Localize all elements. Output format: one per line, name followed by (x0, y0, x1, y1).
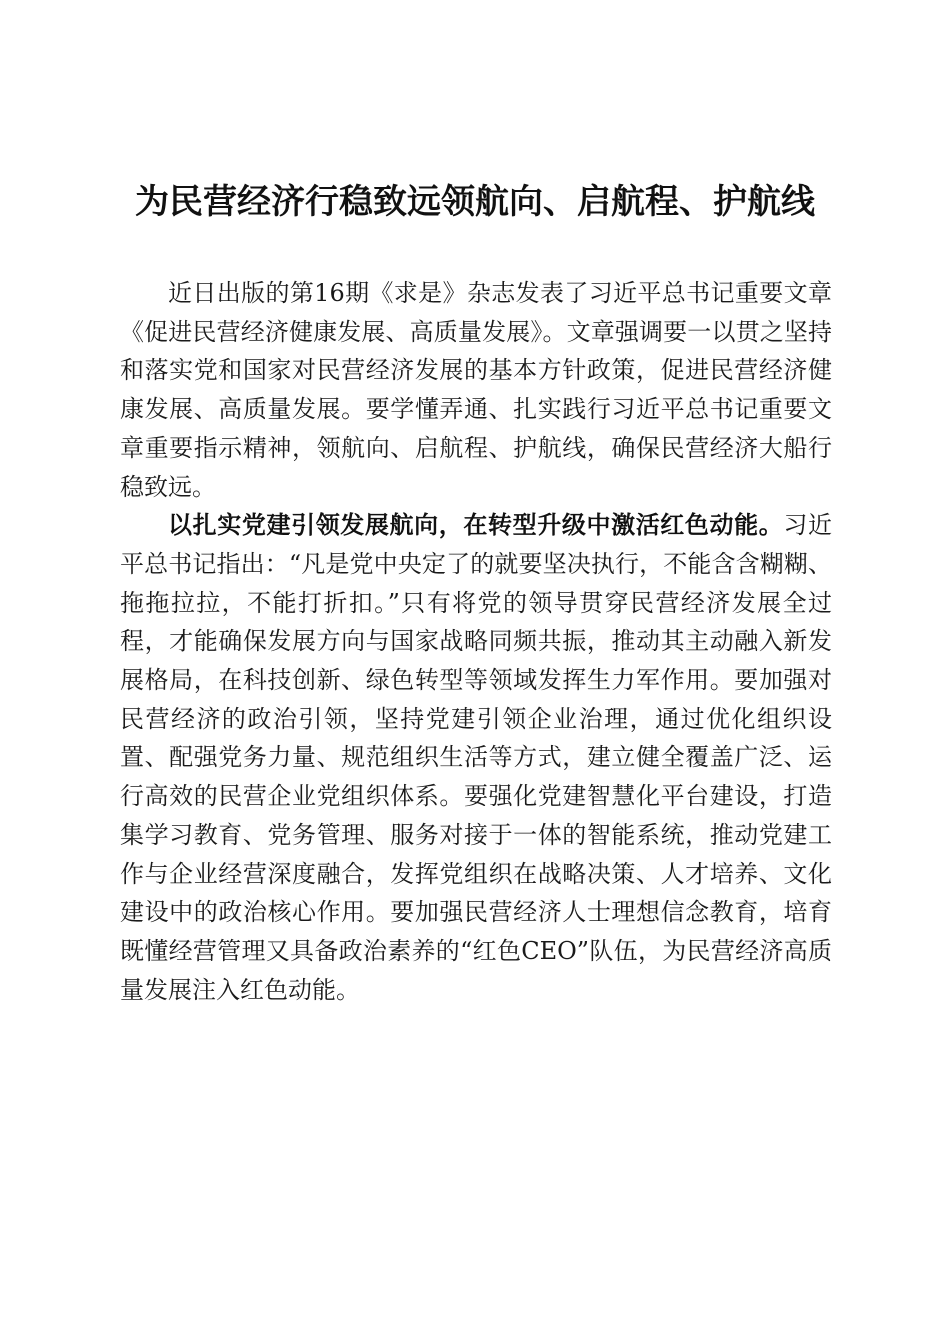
paragraph-party-building (120, 506, 832, 1009)
paragraph-party-building-text: 习近平总书记指出：“凡是党中央定了的就要坚决执行，不能含含糊糊、拖拖拉拉，不能打折扣。”只有将党的领导贯穿民营经济发展全过程，才能确保发展方向与国家战略同频共振，推动其主动融入新发展格局，在科技创新、绿色转型等领域发挥生力军作用。要加强对民营经济的政治引领，坚持党建引领企业治理，通过优化组织设置、配强党务力量、规范组织生活等方式，建立健全覆盖广泛、运行高效的民营企业党组织体系。要强化党建智慧化平台建设，打造集学习教育、党务管理、服务对接于一体的智能系统，推动党建工作与企业经营深度融合，发挥党组织在战略决策、人才培养、文化建设中的政治核心作用。要加强民营经济人士理想信念教育，培育既懂经营管理又具备政治素养的“红色CEO”队伍，为民营经济高质量发展注入红色动能。 (120, 511, 833, 1004)
document-title: 为民营经济行稳致远领航向、启航程、护航线 (135, 182, 815, 222)
paragraph-intro-text: 近日出版的第16期《求是》杂志发表了习近平总书记重要文章《促进民营经济健康发展、高质量发展》。文章强调要一以贯之坚持和落实党和国家对民营经济发展的基本方针政策，促进民营经济健康发展、高质量发展。要学懂弄通、扎实践行习近平总书记重要文章重要指示精神，领航向、启航程、护航线，确保民营经济大船行稳致远。 (120, 279, 832, 501)
paragraph-lead-sentence: 以扎实党建引领发展航向，在转型升级中激活红色动能。 (168, 511, 784, 540)
document-body (120, 274, 832, 1009)
paragraph-intro (120, 274, 832, 506)
